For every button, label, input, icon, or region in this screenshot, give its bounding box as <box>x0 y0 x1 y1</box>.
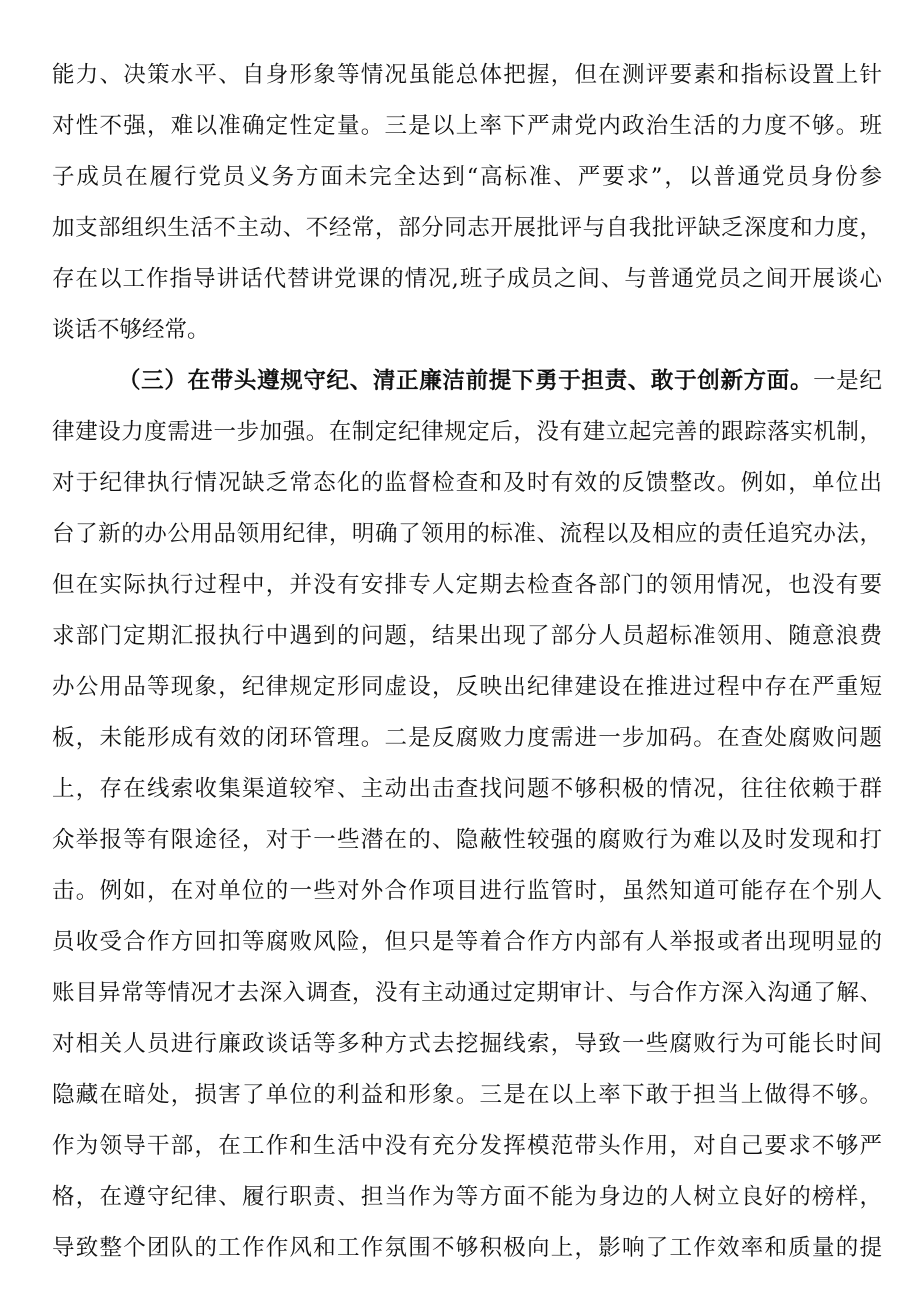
paragraph-line: 谈话不够经常。 <box>52 317 210 343</box>
paragraph-line: 律建设力度需进一步加强。在制定纪律规定后，没有建立起完善的跟踪落实机制， <box>52 419 882 445</box>
paragraph-line: 隐藏在暗处，损害了单位的利益和形象。三是在以上率下敢于担当上做得不够。 <box>52 1082 882 1108</box>
paragraph-line: 办公用品等现象，纪律规定形同虚设，反映出纪律建设在推进过程中存在严重短 <box>52 674 882 700</box>
paragraph-line: 对性不强，难以准确定性定量。三是以上率下严肃党内政治生活的力度不够。班 <box>52 113 882 139</box>
paragraph-line: 众举报等有限途径，对于一些潜在的、隐蔽性较强的腐败行为难以及时发现和打 <box>52 827 882 853</box>
paragraph-line: 格，在遵守纪律、履行职责、担当作为等方面不能为身边的人树立良好的榜样， <box>52 1184 882 1210</box>
paragraph-line: 员收受合作方回扣等腐败风险，但只是等着合作方内部有人举报或者出现明显的 <box>52 929 882 955</box>
paragraph-line: 但在实际执行过程中，并没有安排专人定期去检查各部门的领用情况，也没有要 <box>52 572 882 598</box>
paragraph-line: 账目异常等情况才去深入调查，没有主动通过定期审计、与合作方深入沟通了解、 <box>52 980 882 1006</box>
paragraph-line: 求部门定期汇报执行中遇到的问题，结果出现了部分人员超标准领用、随意浪费 <box>52 623 882 649</box>
section-heading: （三）在带头遵规守纪、清正廉洁前提下勇于担责、敢于创新方面。 <box>118 368 814 394</box>
paragraph-line: 存在以工作指导讲话代替讲党课的情况,班子成员之间、与普通党员之间开展谈心 <box>52 266 882 292</box>
paragraph-line: 对相关人员进行廉政谈话等多种方式去挖掘线索，导致一些腐败行为可能长时间 <box>52 1031 882 1057</box>
section-heading-line <box>118 361 882 401</box>
paragraph-line: 加支部组织生活不主动、不经常，部分同志开展批评与自我批评缺乏深度和力度， <box>52 215 882 241</box>
paragraph-line: 击。例如，在对单位的一些对外合作项目进行监管时，虽然知道可能存在个别人 <box>52 878 882 904</box>
paragraph-line: 作为领导干部，在工作和生活中没有充分发挥模范带头作用，对自己要求不够严 <box>52 1133 882 1159</box>
paragraph-line: 子成员在履行党员义务方面未完全达到“高标准、严要求”，以普通党员身份参 <box>52 164 882 190</box>
paragraph-line: 板，未能形成有效的闭环管理。二是反腐败力度需进一步加码。在查处腐败问题 <box>52 725 882 751</box>
section-heading-continuation: 一是纪 <box>813 368 882 394</box>
paragraph-line: 上，存在线索收集渠道较窄、主动出击查找问题不够积极的情况，往往依赖于群 <box>52 776 882 802</box>
paragraph-line: 对于纪律执行情况缺乏常态化的监督检查和及时有效的反馈整改。例如，单位出 <box>52 470 882 496</box>
paragraph-line: 台了新的办公用品领用纪律，明确了领用的标准、流程以及相应的责任追究办法， <box>52 521 882 547</box>
paragraph-line: 导致整个团队的工作作风和工作氛围不够积极向上，影响了工作效率和质量的提 <box>52 1235 882 1261</box>
paragraph-line: 能力、决策水平、自身形象等情况虽能总体把握，但在测评要素和指标设置上针 <box>52 62 882 88</box>
